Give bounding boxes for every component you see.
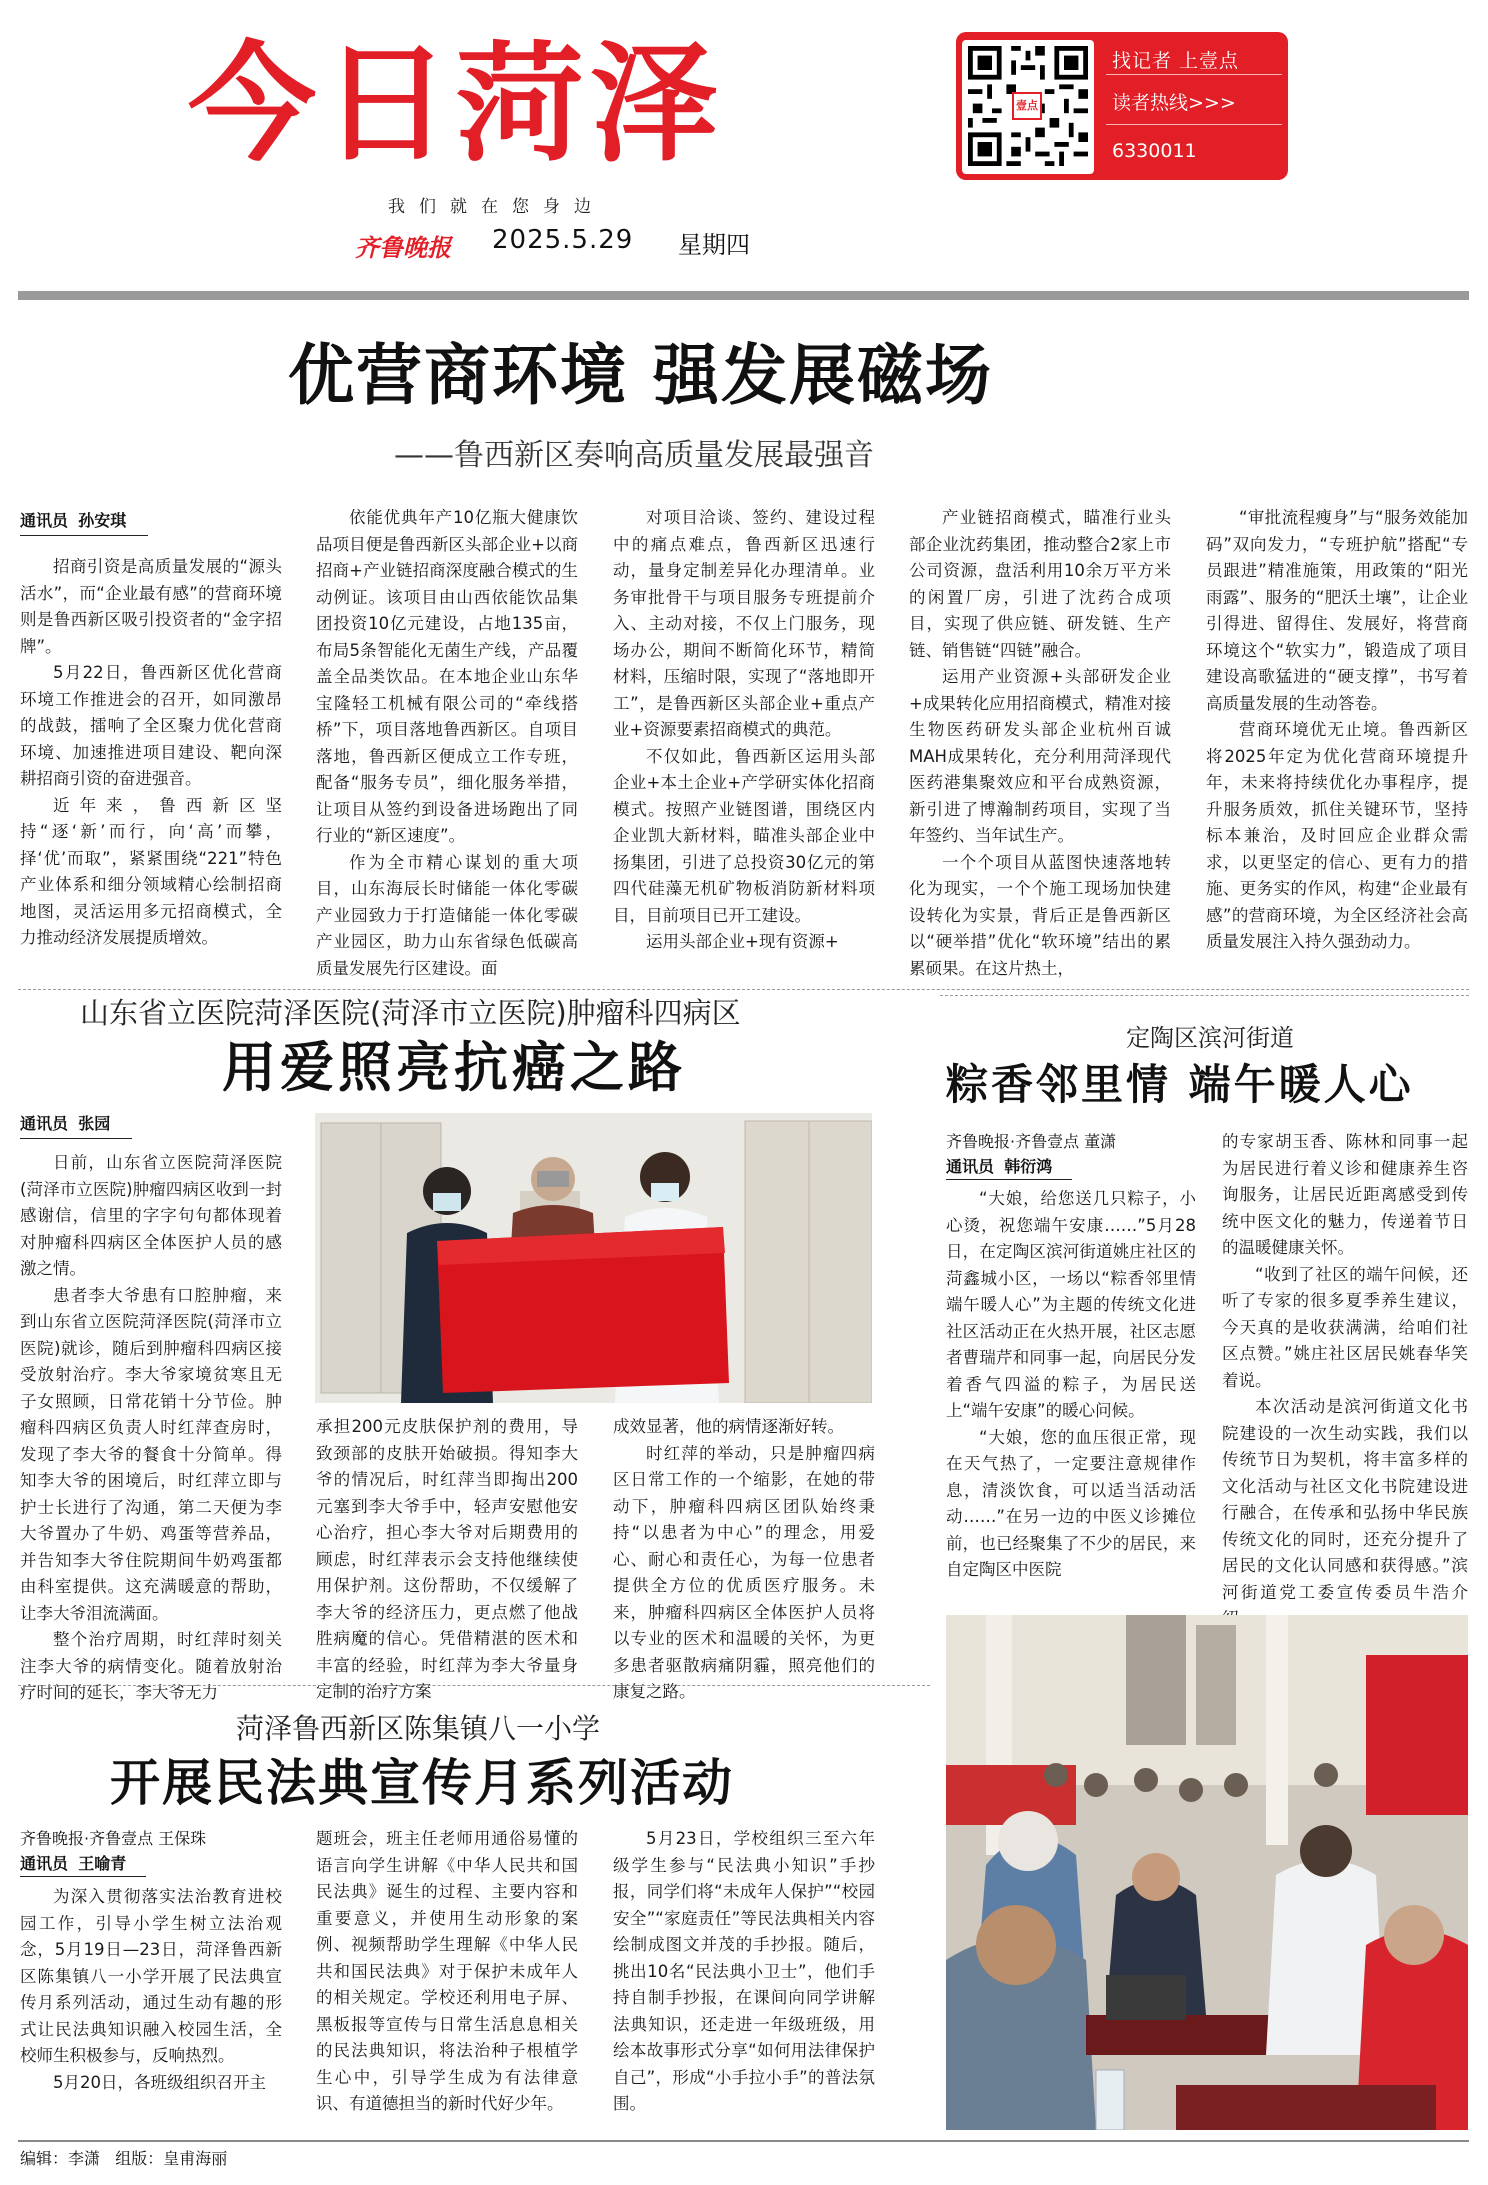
article4-col2 xyxy=(316,1826,578,2118)
paragraph: 本次活动是滨河街道文化书院建设的一次生动实践，我们以传统节日为契机，将丰富多样的文化活动与社区文化书院建设进行融合，在传承和弘扬中华民族传统文化的同时，还充分提升了居民的文化认同感和获得感。”滨河街道党工委宣传委员牛浩介 xyxy=(1222,1397,1468,1602)
qr-code[interactable] xyxy=(962,40,1094,174)
paragraph: 题班会，班主任老师用通俗易懂的语言向学生讲解《中华人民共和国民法典》诞生的过程、主要内容和重要意义，并使用生动形象的案例、视频帮助学生理解《中华人民共和国民法典》对于保护未成年人的相关规定。学校还利用电子屏、黑板报等宣传与日常生活息息相关的民法典知识，将法治种子根植学生心中，引导学生成为有法律意识、有道德担当的新时代好少年。 xyxy=(316,1829,578,2113)
paragraph: 对项目洽谈、签约、建设过程中的痛点难点，鲁西新区迅速行动，量身定制差异化办理清单。业务审批骨干与项目服务专班提前介入、主动对接，不仅上门服务，现场办公，期间不断简化环节，精简材料，压缩时限，实现了“落地即开工”，是鲁西新区头部企业+重点产业+资源要素招商模式的典范。 xyxy=(613,508,875,739)
paper-name: 齐鲁晚报 xyxy=(355,233,451,262)
hotline-number: 6330011 xyxy=(1112,140,1197,162)
byline-name: 王喻青 xyxy=(78,1854,127,1873)
article1-col2 xyxy=(316,505,578,982)
publication-date: 2025.5.29 xyxy=(492,225,634,255)
hospital-photo-image xyxy=(315,1113,872,1403)
paragraph: “审批流程瘦身”与“服务效能加码”双向发力，“专班护航”搭配“专员跟进”精准施策，用政策的“阳光雨露”、服务的“肥沃土壤”，让企业引得进、留得住、发展好，将营商环境这个“软实力”，锻造成了项目建设高歌猛进的“硬支撑”，书写着高质量发展的生动答卷。 xyxy=(1206,508,1468,713)
paragraph: 依能优典年产10亿瓶大健康饮品项目便是鲁西新区头部企业+以商招商+产业链招商深度融合模式的生动例证。该项目由山西依能饮品集团投资10亿元建设，占地135亩，布局5条智能化无菌生产线，产品覆盖全品类饮品。在本地企业山东华宝隆轻工机械有限公司的“牵线搭桥”下，项目落地鲁西新区。自项目落地，鲁西新区便成立工作专班，配备“服务专员”，细化服务举措，让项目从签约到设备进场跑出了同行业的“新区速度”。 xyxy=(316,508,578,845)
masthead-title: 今日菏泽 xyxy=(188,30,725,179)
article1-col5 xyxy=(1206,505,1468,956)
article2-byline xyxy=(20,1112,110,1136)
hotline-divider xyxy=(1106,74,1282,75)
paragraph: 的专家胡玉香、陈林和同事一起为居民进行着义诊和健康养生咨询服务，让居民近距离感受到传统中医文化的魅力，传递着节日的温暖健康关怀。 xyxy=(1222,1132,1468,1257)
paragraph: 5月23日，学校组织三至六年级学生参与“民法典小知识”手抄报，同学们将“未成年人保护”“校园安全”“家庭责任”等民法典相关内容绘制成图文并茂的手抄报。随后，挑出10名“民法典小卫士”，他们手持自制手抄报，在课间向同学讲解法典知识，还走进一年级班级，用绘本故事形式分享“如何用法律保护自己”，形成“小手拉小手”的普法氛围。 xyxy=(613,1829,875,2113)
hotline-label: 读者热线>>> xyxy=(1112,92,1236,114)
hotline-slogan: 找记者 上壹点 xyxy=(1112,50,1240,72)
article2-headline: 用爱照亮抗癌之路 xyxy=(222,1035,686,1099)
byline-label: 通讯员 xyxy=(20,1854,69,1873)
section-divider xyxy=(18,989,1469,990)
paragraph: “大娘，您的血压很正常，现在天气热了，一定要注意规律作息，清淡饮食，可以适当活动活动……”在另一边的中医义诊摊位前，也已经聚集了不少的居民，来自定陶区中医院 xyxy=(946,1427,1196,1579)
paragraph: 一个个项目从蓝图快速落地转化为现实，一个个施工现场加快建设转化为实景，背后正是鲁西新区以“硬举措”优化“软环境”结出的累累硕果。在这片热土， xyxy=(909,852,1171,978)
hospital-photo xyxy=(315,1113,872,1403)
article1-byline xyxy=(20,509,126,533)
article4-col1 xyxy=(20,1884,282,2096)
byline-label: 通讯员 xyxy=(20,1114,69,1133)
paragraph: 5月20日，各班级组织召开主 xyxy=(53,2072,266,2092)
paragraph: 运用头部企业+现有资源+ xyxy=(646,932,839,951)
qr-logo: 壹点 xyxy=(1012,92,1042,120)
byline-label: 通讯员 xyxy=(946,1157,995,1176)
article3-col2 xyxy=(1222,1129,1468,1633)
paragraph: 作为全市精心谋划的重大项目，山东海辰长时储能一体化零碳产业园致力于打造储能一体化零碳产业园区，助力山东省绿色低碳高质量发展先行区建设。面 xyxy=(316,852,578,978)
paragraph: 时红萍的举动，只是肿瘤四病区日常工作的一个缩影，在她的带动下，肿瘤科四病区团队始终秉持“以患者为中心”的理念，用爱心、耐心和责任心，为每一位患者提供全方位的优质医疗服务。未来，肿瘤科四病区全体医护人员将以专业的医术和温暖的关怀，为更多患者驱散病痛阴霾，照亮他们的康复之路。 xyxy=(613,1443,875,1701)
article3-byline xyxy=(946,1129,1116,1179)
article2-col2 xyxy=(316,1414,578,1706)
footer-rule xyxy=(18,2140,1469,2142)
paragraph: 运用产业资源+头部研发企业+成果转化应用招商模式，精准对接生物医药研发头部企业杭州百诚MAH成果转化，充分利用菏泽现代医药港集聚效应和平台成熟资源，新引进了博瀚制药项目，实现了当年签约、当年试生产。 xyxy=(909,667,1171,845)
byline-name: 韩衍鸿 xyxy=(1004,1157,1053,1176)
paragraph: “收到了社区的端午问候，还听了专家的很多夏季养生建议，今天真的是收获满满，给咱们社区点赞。”姚庄社区居民姚春华笑着说。 xyxy=(1222,1264,1468,1390)
footer-credits xyxy=(20,2147,227,2171)
article2-col3 xyxy=(613,1414,875,1706)
article3-kicker: 定陶区滨河街道 xyxy=(1126,1024,1294,1052)
paragraph: 不仅如此，鲁西新区运用头部企业+本土企业+产学研实体化招商模式。按照产业链图谱，围绕区内企业凯大新材料，瞄准头部企业中扬集团，引进了总投资30亿元的第四代硅藻无机矿物板消防新材料项目，目前项目已开工建设。 xyxy=(613,746,875,925)
byline-underline xyxy=(946,1179,1072,1180)
footer-layout: 组版：皇甫海丽 xyxy=(115,2149,228,2168)
hotline-divider xyxy=(1106,124,1282,125)
paragraph: 产业链招商模式，瞄准行业头部企业沈药集团，推动整合2家上市公司资源，盘活利用10余万平方米的闲置厂房，引进了沈药合成项目，实现了供应链、研发链、生产链、销售链“四链”融合。 xyxy=(909,508,1171,660)
byline-underline xyxy=(20,535,148,536)
article3-col1 xyxy=(946,1186,1196,1584)
article1-col1 xyxy=(20,554,282,952)
paragraph: 整个治疗周期，时红萍时刻关注李大爷的病情变化。随着放射治疗时间的延长，李大爷无力 xyxy=(20,1630,282,1702)
paragraph: 患者李大爷患有口腔肿瘤，来到山东省立医院菏泽医院(菏泽市立医院)就诊，随后到肿瘤科四病区接受放射治疗。李大爷家境贫寒且无子女照顾，日常花销十分节俭。肿瘤科四病区负责人时红萍查房时，发现了李大爷的餐食十分简单。得知李大爷的困境后，时红萍立即与护士长进行了沟通，第二天便为李大爷置办了牛奶、鸡蛋等营养品，并告知李大爷住院期间牛奶鸡蛋都由科室提供。这充满暖意的帮助，让李大爷泪流满面。 xyxy=(20,1285,282,1623)
masthead-rule xyxy=(18,291,1469,300)
masthead-slogan: 我们就在您身边 xyxy=(388,197,605,217)
publication-weekday: 星期四 xyxy=(678,231,750,259)
byline-label: 通讯员 xyxy=(20,511,69,530)
section-divider xyxy=(940,995,1469,996)
paragraph: 5月22日，鲁西新区优化营商环境工作推进会的召开，如同激昂的战鼓，擂响了全区聚力优化营商环境、加速推进项目建设、靶向深耕招商引资的奋进强音。 xyxy=(20,663,282,788)
community-event-photo xyxy=(946,1615,1468,2130)
footer-editor: 编辑：李潇 xyxy=(20,2149,101,2168)
article4-col3 xyxy=(613,1826,875,2118)
paragraph: 日前，山东省立医院菏泽医院(菏泽市立医院)肿瘤四病区收到一封感谢信，信里的字字句句都体现着对肿瘤科四病区全体医护人员的感激之情。 xyxy=(20,1153,282,1278)
paragraph: 近年来，鲁西新区坚持“逐‘新’而行，向‘高’而攀，择‘优’而取”，紧紧围绕“221”特色产业体系和细分领域精心绘制招商地图，灵活运用多元招商模式，全力推动经济发展提质增效。 xyxy=(20,795,282,947)
paragraph: 招商引资是高质量发展的“源头活水”，而“企业最有感”的营商环境则是鲁西新区吸引投资者的“金字招牌”。 xyxy=(20,557,282,656)
article1-col3 xyxy=(613,505,875,956)
article2-col1 xyxy=(20,1150,282,1707)
paragraph: 承担200元皮肤保护剂的费用，导致颈部的皮肤开始破损。得知李大爷的情况后，时红萍当即掏出200元塞到李大爷手中，轻声安慰他安心治疗，担心李大爷对后期费用的顾虑，时红萍表示会支持他继续使用保护剂。这份帮助，不仅缓解了李大爷的经济压力，更点燃了他战胜病魔的信心。凭借精湛的医术和丰富的经验，时红萍为李大爷量身定制的治疗方案 xyxy=(316,1417,578,1701)
article4-kicker: 菏泽鲁西新区陈集镇八一小学 xyxy=(236,1712,601,1745)
byline-outlet: 齐鲁晚报·齐鲁壹点 董潇 xyxy=(946,1132,1117,1151)
article4-headline: 开展民法典宣传月系列活动 xyxy=(110,1753,734,1812)
byline-underline xyxy=(20,1138,132,1139)
byline-name: 张园 xyxy=(78,1114,111,1133)
paragraph: 成效显著，他的病情逐渐好转。 xyxy=(613,1417,844,1436)
article4-byline xyxy=(20,1826,206,1876)
byline-outlet: 齐鲁晚报·齐鲁壹点 王保珠 xyxy=(20,1829,207,1848)
article1-col4 xyxy=(909,505,1171,982)
article1-headline: 优营商环境 强发展磁场 xyxy=(288,336,993,414)
community-event-photo-image xyxy=(946,1615,1468,2130)
paragraph: “大娘，给您送几只粽子，小心烫，祝您端午安康……”5月28日，在定陶区滨河街道姚庄社区的菏鑫城小区，一场以“粽香邻里情 端午暖人心”为主题的传统文化进社区活动正在火热开展，社区志愿者曹瑞芹和同事一起，向居民分发着香气四溢的粽子，为居民送上“端午安康”的暖心问候。 xyxy=(946,1189,1196,1420)
paragraph: 为深入贯彻落实法治教育进校园工作，引导小学生树立法治观念，5月19日—23日，菏泽鲁西新区陈集镇八一小学开展了民法典宣传月系列活动，通过生动有趣的形式让民法典知识融入校园生活，全校师生积极参与，反响热烈。 xyxy=(20,1887,282,2065)
byline-name: 孙安琪 xyxy=(78,511,127,530)
byline-underline xyxy=(20,1876,146,1877)
article1-subhead: ——鲁西新区奏响高质量发展最强音 xyxy=(394,438,874,473)
section-divider xyxy=(18,1685,930,1686)
article2-kicker: 山东省立医院菏泽医院(菏泽市立医院)肿瘤科四病区 xyxy=(80,996,741,1030)
paragraph: 营商环境优无止境。鲁西新区将2025年定为优化营商环境提升年，未来将持续优化办事程序，提升服务质效，抓住关键环节，坚持标本兼治，及时回应企业群众需求，以更坚定的信心、更有力的措施、更务实的作风，构建“企业最有感”的营商环境，为全区经济社会高质量发展注入持久强劲动力。 xyxy=(1206,720,1468,951)
article3-headline: 粽香邻里情 端午暖人心 xyxy=(946,1060,1414,1109)
